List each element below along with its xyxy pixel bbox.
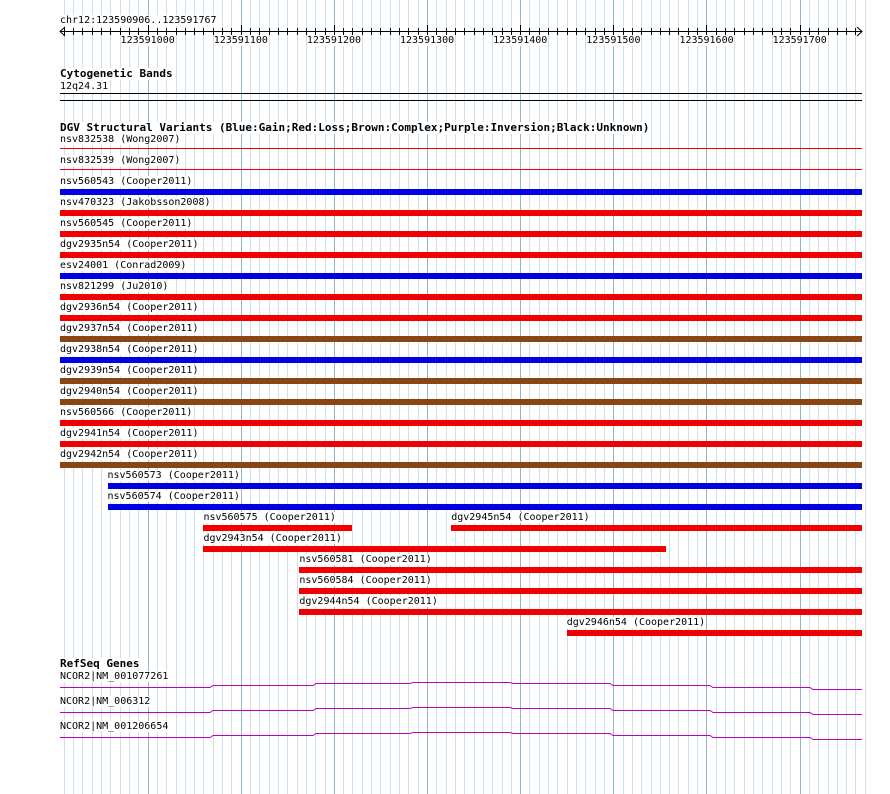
refseq-transcript-label[interactable]: NCOR2|NM_001206654 — [60, 721, 169, 732]
ruler-tick-label: 123591200 — [306, 35, 362, 46]
dgv-track-title[interactable]: DGV Structural Variants (Blue:Gain;Red:Loss;Brown:Complex;Purple:Inversion;Black:Unknown) — [60, 121, 650, 134]
dgv-feature-label[interactable]: nsv560581 (Cooper2011) — [299, 554, 432, 565]
dgv-feature-label[interactable]: dgv2935n54 (Cooper2011) — [60, 239, 199, 250]
dgv-feature-label[interactable]: nsv821299 (Ju2010) — [60, 281, 169, 292]
dgv-feature-label[interactable]: dgv2939n54 (Cooper2011) — [60, 365, 199, 376]
region-label: chr12:123590906..123591767 — [60, 15, 217, 26]
ruler-tick-label: 123591100 — [213, 35, 268, 46]
dgv-feature-label[interactable]: nsv560584 (Cooper2011) — [299, 575, 432, 586]
cytoband-track-title[interactable]: Cytogenetic Bands — [60, 67, 173, 80]
refseq-track-title[interactable]: RefSeq Genes — [60, 657, 140, 670]
ruler-tick-label: 123591300 — [400, 35, 455, 46]
ruler-tick-label: 123591400 — [493, 35, 548, 46]
dgv-feature-label[interactable]: nsv560545 (Cooper2011) — [60, 218, 193, 229]
dgv-feature-label[interactable]: nsv470323 (Jakobsson2008) — [60, 197, 211, 208]
ruler-tick-label: 123591600 — [679, 35, 734, 46]
dgv-feature-label[interactable]: dgv2941n54 (Cooper2011) — [60, 428, 199, 439]
dgv-feature-label[interactable]: dgv2945n54 (Cooper2011) — [451, 512, 590, 523]
ruler-tick-label: 123591500 — [586, 35, 641, 46]
dgv-feature-label[interactable]: esv24001 (Conrad2009) — [60, 260, 187, 271]
dgv-feature-label[interactable]: dgv2938n54 (Cooper2011) — [60, 344, 199, 355]
dgv-feature-label[interactable]: nsv560573 (Cooper2011) — [107, 470, 240, 481]
dgv-feature-label[interactable]: dgv2937n54 (Cooper2011) — [60, 323, 199, 334]
dgv-feature-label[interactable]: nsv560574 (Cooper2011) — [107, 491, 240, 502]
dgv-feature-label[interactable]: nsv560566 (Cooper2011) — [60, 407, 193, 418]
refseq-transcript-label[interactable]: NCOR2|NM_006312 — [60, 696, 151, 707]
dgv-feature-label[interactable]: dgv2943n54 (Cooper2011) — [203, 533, 342, 544]
ruler-tick-label: 123591700 — [772, 35, 827, 46]
dgv-feature-label[interactable]: dgv2944n54 (Cooper2011) — [299, 596, 438, 607]
dgv-feature-label[interactable]: nsv832538 (Wong2007) — [60, 134, 181, 145]
cytoband-label: 12q24.31 — [60, 81, 109, 92]
dgv-feature-label[interactable]: dgv2940n54 (Cooper2011) — [60, 386, 199, 397]
refseq-transcript-line — [60, 733, 862, 740]
dgv-feature-label[interactable]: nsv560575 (Cooper2011) — [203, 512, 336, 523]
dgv-feature-label[interactable]: nsv560543 (Cooper2011) — [60, 176, 193, 187]
dgv-feature-label[interactable]: nsv832539 (Wong2007) — [60, 155, 181, 166]
refseq-transcript-line — [60, 708, 862, 715]
refseq-transcript-label[interactable]: NCOR2|NM_001077261 — [60, 671, 169, 682]
dgv-feature-label[interactable]: dgv2936n54 (Cooper2011) — [60, 302, 199, 313]
dgv-feature-label[interactable]: dgv2946n54 (Cooper2011) — [566, 617, 706, 628]
ruler-tick-label: 123591000 — [120, 35, 175, 46]
refseq-transcript-line — [60, 683, 862, 690]
dgv-feature-label[interactable]: dgv2942n54 (Cooper2011) — [60, 449, 199, 460]
